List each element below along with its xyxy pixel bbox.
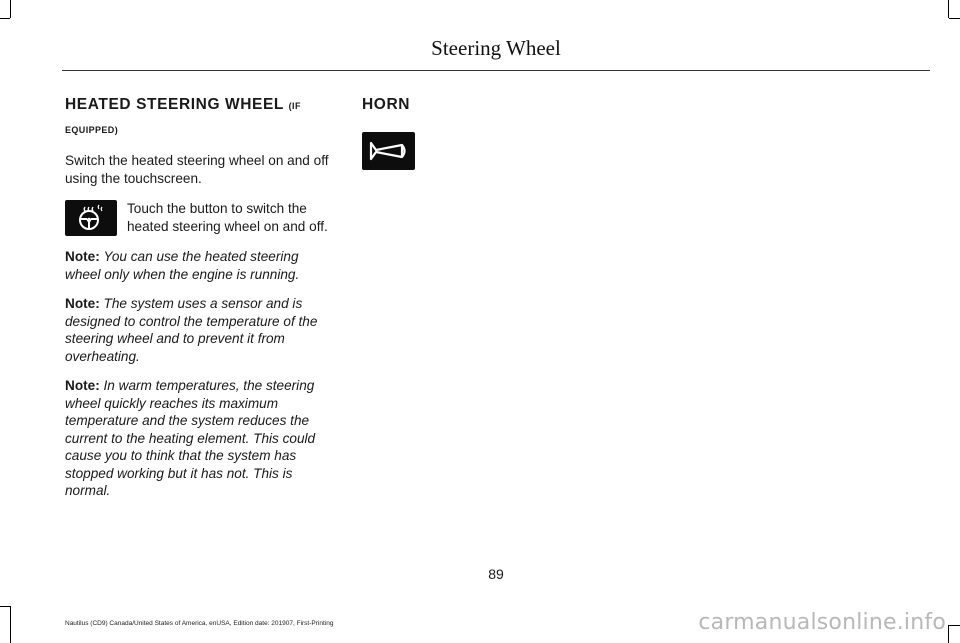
intro-paragraph: Switch the heated steering wheel on and off using the touchscreen. — [65, 153, 329, 186]
crop-mark — [948, 625, 949, 643]
heading-continuation: EQUIPPED) — [65, 125, 119, 135]
crop-mark — [10, 0, 11, 18]
heading-text: HEATED STEERING WHEEL — [65, 96, 284, 113]
crop-mark — [949, 625, 960, 626]
header-divider — [62, 70, 930, 71]
crop-mark — [0, 606, 10, 607]
crop-mark — [949, 18, 960, 19]
note-text: You can use the heated steering wheel only when the engine is running. — [65, 249, 300, 282]
crop-mark — [10, 606, 11, 643]
note-label: Note: — [65, 249, 100, 264]
horn-icon — [362, 132, 415, 170]
left-column — [65, 96, 337, 500]
edition-footer: Nautilus (CD9) Canada/United States of America, enUSA, Edition date: 201907, First-Printing — [65, 620, 334, 627]
right-column — [362, 96, 622, 170]
icon-instruction-row — [65, 200, 337, 236]
note-label: Note: — [65, 296, 100, 311]
icon-description: Touch the button to switch the heated steering wheel on and off. — [127, 201, 328, 234]
crop-mark — [948, 0, 949, 18]
note-paragraph — [65, 377, 337, 500]
note-paragraph — [65, 248, 337, 283]
page-number: 89 — [488, 566, 504, 582]
section-heading-horn: HORN — [362, 96, 411, 113]
note-text: In warm temperatures, the steering wheel quickly reaches its maximum temperature and the system reduces the current to the heating element. This could cause you to think that the system has stopped working but it has not. This is normal. — [65, 378, 316, 498]
note-text: The system uses a sensor and is designed to control the temperature of the steering wheel and to prevent it from overheating. — [65, 296, 318, 364]
section-heading-heated-wheel — [65, 96, 337, 115]
watermark: carmanualsonline.info — [698, 610, 946, 635]
crop-mark — [0, 18, 10, 19]
page-header-title: Steering Wheel — [431, 36, 561, 60]
note-paragraph — [65, 295, 337, 365]
heading-suffix: (IF — [288, 101, 301, 111]
heated-steering-wheel-icon — [65, 200, 117, 236]
note-label: Note: — [65, 378, 100, 393]
